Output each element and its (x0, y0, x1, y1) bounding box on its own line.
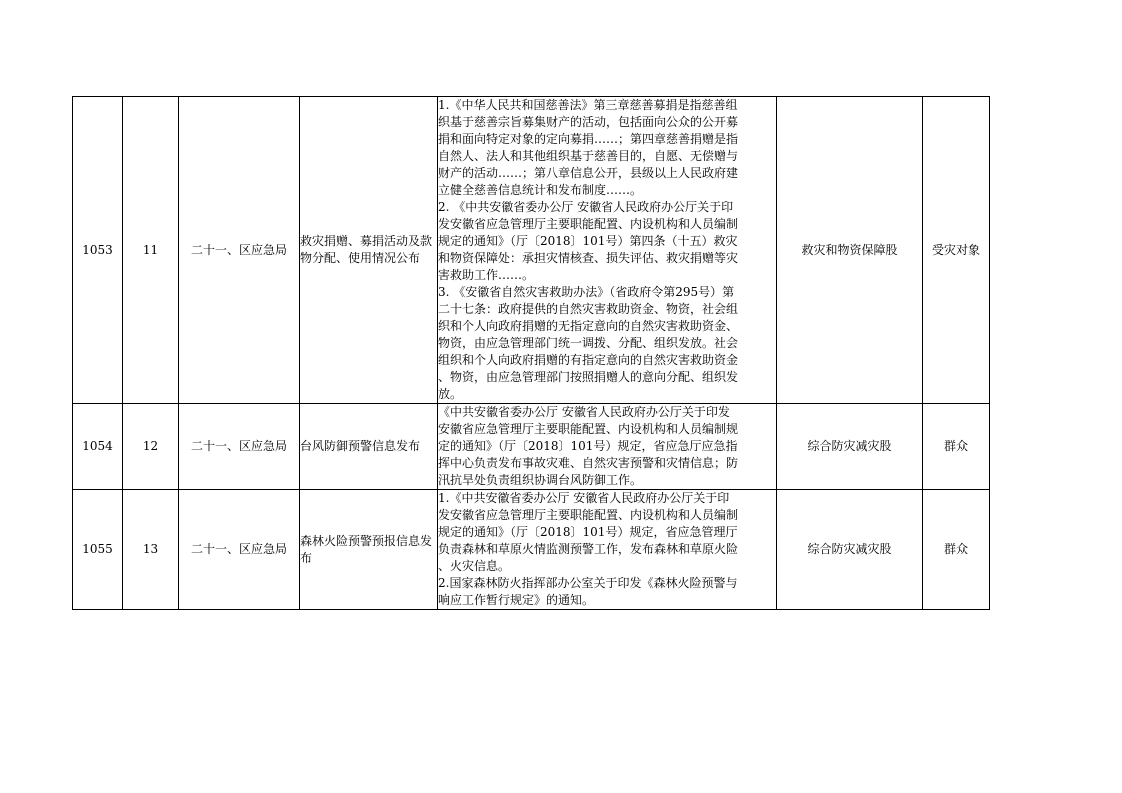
basis-line: 安徽省应急管理厅主要职能配置、内设机构和人员编制规 (438, 422, 739, 436)
basis-line: 《中共安徽省委办公厅 安徽省人民政府办公厅关于印发 (438, 405, 730, 419)
department-cell: 二十一、区应急局 (179, 490, 300, 610)
basis-cell (438, 490, 777, 610)
basis-line: 放。 (438, 387, 463, 401)
item-name-cell: 救灾捐赠、募捐活动及款物分配、使用情况公布 (300, 97, 438, 404)
basis-line: 汛抗旱处负责组织协调台风防御工作。 (438, 473, 643, 487)
responsible-unit-cell: 救灾和物资保障股 (777, 97, 923, 404)
item-name-cell: 台风防御预警信息发布 (300, 404, 438, 490)
basis-line: 负责森林和草原火情监测预警工作，发布森林和草原火险 (438, 542, 739, 556)
basis-line: 挥中心负责发布事故灾难、自然灾害预警和灾情信息；防 (438, 456, 739, 470)
table-row (73, 490, 990, 610)
table-row (73, 97, 990, 404)
basis-line: 和物资保障处：承担灾情核查、损失评估、救灾捐赠等灾 (438, 251, 739, 265)
seq-cell: 1055 (73, 490, 123, 610)
department-cell: 二十一、区应急局 (179, 404, 300, 490)
basis-line: 织和个人向政府捐赠的无指定意向的自然灾害救助资金、 (438, 319, 739, 333)
basis-cell (438, 97, 777, 404)
basis-line: 害救助工作……。 (438, 268, 535, 282)
target-cell: 群众 (923, 404, 990, 490)
department-cell: 二十一、区应急局 (179, 97, 300, 404)
basis-line: 捐和面向特定对象的定向募捐……；第四章慈善捐赠是指 (438, 132, 739, 146)
basis-line: 自然人、法人和其他组织基于慈善目的，自愿、无偿赠与 (438, 149, 739, 163)
seq-cell: 1054 (73, 404, 123, 490)
basis-line: 3. 《安徽省自然灾害救助办法》（省政府令第295号）第 (438, 285, 735, 299)
responsible-unit-cell: 综合防灾减灾股 (777, 404, 923, 490)
target-cell: 受灾对象 (923, 97, 990, 404)
basis-line: 财产的活动……；第八章信息公开，县级以上人民政府建 (438, 166, 739, 180)
basis-line: 发安徽省应急管理厅主要职能配置、内设机构和人员编制 (438, 508, 739, 522)
basis-line: 二十七条：政府提供的自然灾害救助资金、物资，社会组 (438, 302, 739, 316)
basis-line: 织基于慈善宗旨募集财产的活动，包括面向公众的公开募 (438, 115, 739, 129)
basis-line: 2. 《中共安徽省委办公厅 安徽省人民政府办公厅关于印 (438, 200, 734, 214)
item-table (72, 96, 990, 610)
basis-line: 立健全慈善信息统计和发布制度……。 (438, 183, 643, 197)
responsible-unit-cell: 综合防灾减灾股 (777, 490, 923, 610)
basis-line: 1.《中共安徽省委办公厅 安徽省人民政府办公厅关于印 (438, 491, 730, 505)
item-no-cell: 13 (123, 490, 179, 610)
item-name-cell: 森林火险预警预报信息发布 (300, 490, 438, 610)
basis-line: 规定的通知》（厅〔2018〕101号）第四条（十五）救灾 (438, 234, 738, 248)
item-no-cell: 11 (123, 97, 179, 404)
basis-cell (438, 404, 777, 490)
basis-line: 发安徽省应急管理厅主要职能配置、内设机构和人员编制 (438, 217, 739, 231)
target-cell: 群众 (923, 490, 990, 610)
item-no-cell: 12 (123, 404, 179, 490)
basis-line: 2.国家森林防火指挥部办公室关于印发《森林火险预警与 (438, 576, 738, 590)
basis-line: 响应工作暂行规定》的通知。 (438, 593, 595, 607)
basis-line: 1.《中华人民共和国慈善法》第三章慈善募捐是指慈善组 (438, 98, 738, 112)
basis-line: 规定的通知》（厅〔2018〕101号）规定，省应急管理厅 (438, 525, 738, 539)
basis-line: 组织和个人向政府捐赠的有指定意向的自然灾害救助资金 (438, 353, 739, 367)
table-row (73, 404, 990, 490)
seq-cell: 1053 (73, 97, 123, 404)
basis-line: 定的通知》（厅〔2018〕101号）规定，省应急厅应急指 (438, 439, 738, 453)
basis-line: 物资，由应急管理部门统一调拨、分配、组织发放。社会 (438, 336, 739, 350)
basis-line: 、物资，由应急管理部门按照捐赠人的意向分配、组织发 (438, 370, 739, 384)
basis-line: 、火灾信息。 (438, 559, 511, 573)
